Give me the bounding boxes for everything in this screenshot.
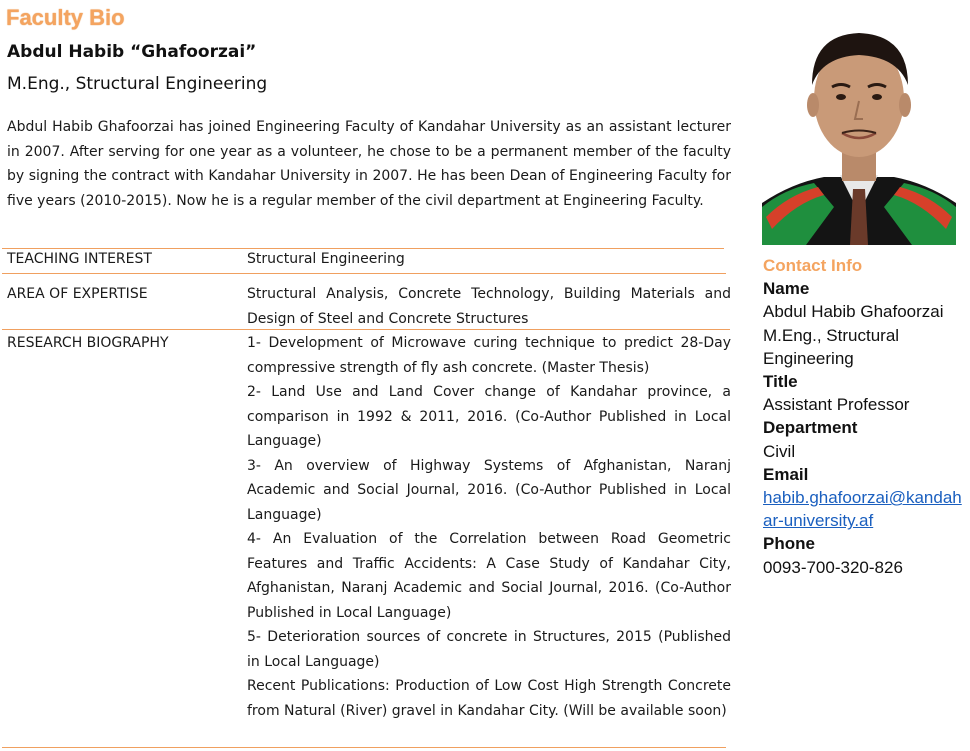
- area-of-expertise-label: AREA OF EXPERTISE: [7, 286, 148, 302]
- title-value: Assistant Professor: [763, 395, 910, 415]
- title-label: Title: [763, 372, 798, 392]
- department-value: Civil: [763, 441, 796, 461]
- research-item: 2- Land Use and Land Cover change of Kandahar province, a comparison in 1992 & 2011, 2016. (Co-Author Published in Local Language): [247, 384, 731, 449]
- research-biography-label: RESEARCH BIOGRAPHY: [7, 335, 169, 351]
- research-item: Recent Publications: Production of Low Cost High Strength Concrete from Natural (River) gravel in Kandahar City. (Will be available soon): [247, 678, 731, 719]
- research-item: 4- An Evaluation of the Correlation between Road Geometric Features and Traffic Accidents: A Case Study of Kandahar City, Afghanistan, Naranj Academic and Social Journal, 2016. (Co-Author Published in Local Language): [247, 531, 731, 621]
- teaching-interest-value: Structural Engineering: [247, 251, 405, 267]
- research-item: 3- An overview of Highway Systems of Afghanistan, Naranj Academic and Social Journal, 2016. (Co-Author Published in Local Language): [247, 457, 731, 523]
- faculty-name: Abdul Habib “Ghafoorzai”: [7, 42, 257, 62]
- faculty-photo: [762, 7, 956, 245]
- contact-info-panel: [763, 254, 970, 579]
- phone-label: Phone: [763, 534, 815, 554]
- research-item: 5- Deterioration sources of concrete in Structures, 2015 (Published in Local Language): [247, 629, 731, 670]
- divider: [2, 273, 726, 274]
- degree-value-line-1: M.Eng., Structural: [763, 325, 900, 345]
- contact-info-title: Contact Info: [763, 256, 863, 275]
- email-link[interactable]: habib.ghafoorzai@kandahar-university.af: [763, 488, 962, 531]
- name-label: Name: [763, 279, 810, 299]
- faculty-degree: M.Eng., Structural Engineering: [7, 74, 268, 94]
- research-item: 1- Development of Microwave curing technique to predict 28-Day compressive strength of fly ash concrete. (Master Thesis): [247, 335, 731, 376]
- teaching-interest-row: [7, 247, 731, 273]
- department-label: Department: [763, 418, 858, 438]
- bio-paragraph: Abdul Habib Ghafoorzai has joined Engineering Faculty of Kandahar University as an assistant lecturer in 2007. After serving for one year as a volunteer, he chose to be a permanent member of the faculty by signing the contract with Kandahar University in 2007. He has been Dean of Engineering Faculty for five years (2010-2015). Now he is a regular member of the civil department at Engineering Faculty.: [7, 119, 731, 209]
- email-label: Email: [763, 464, 809, 484]
- divider: [2, 329, 730, 330]
- name-value: Abdul Habib Ghafoorzai: [763, 302, 944, 322]
- research-biography-list: [247, 331, 731, 723]
- page-title: Faculty Bio: [6, 5, 125, 30]
- research-biography-row: [7, 331, 731, 747]
- phone-value: 0093-700-320-826: [763, 557, 903, 577]
- degree-value-line-2: Engineering: [763, 348, 854, 368]
- area-of-expertise-row: [7, 282, 731, 332]
- area-of-expertise-value: Structural Analysis, Concrete Technology, Building Materials and Design of Steel and Concrete Structures: [247, 286, 731, 327]
- teaching-interest-label: TEACHING INTEREST: [7, 251, 152, 267]
- divider: [2, 747, 726, 748]
